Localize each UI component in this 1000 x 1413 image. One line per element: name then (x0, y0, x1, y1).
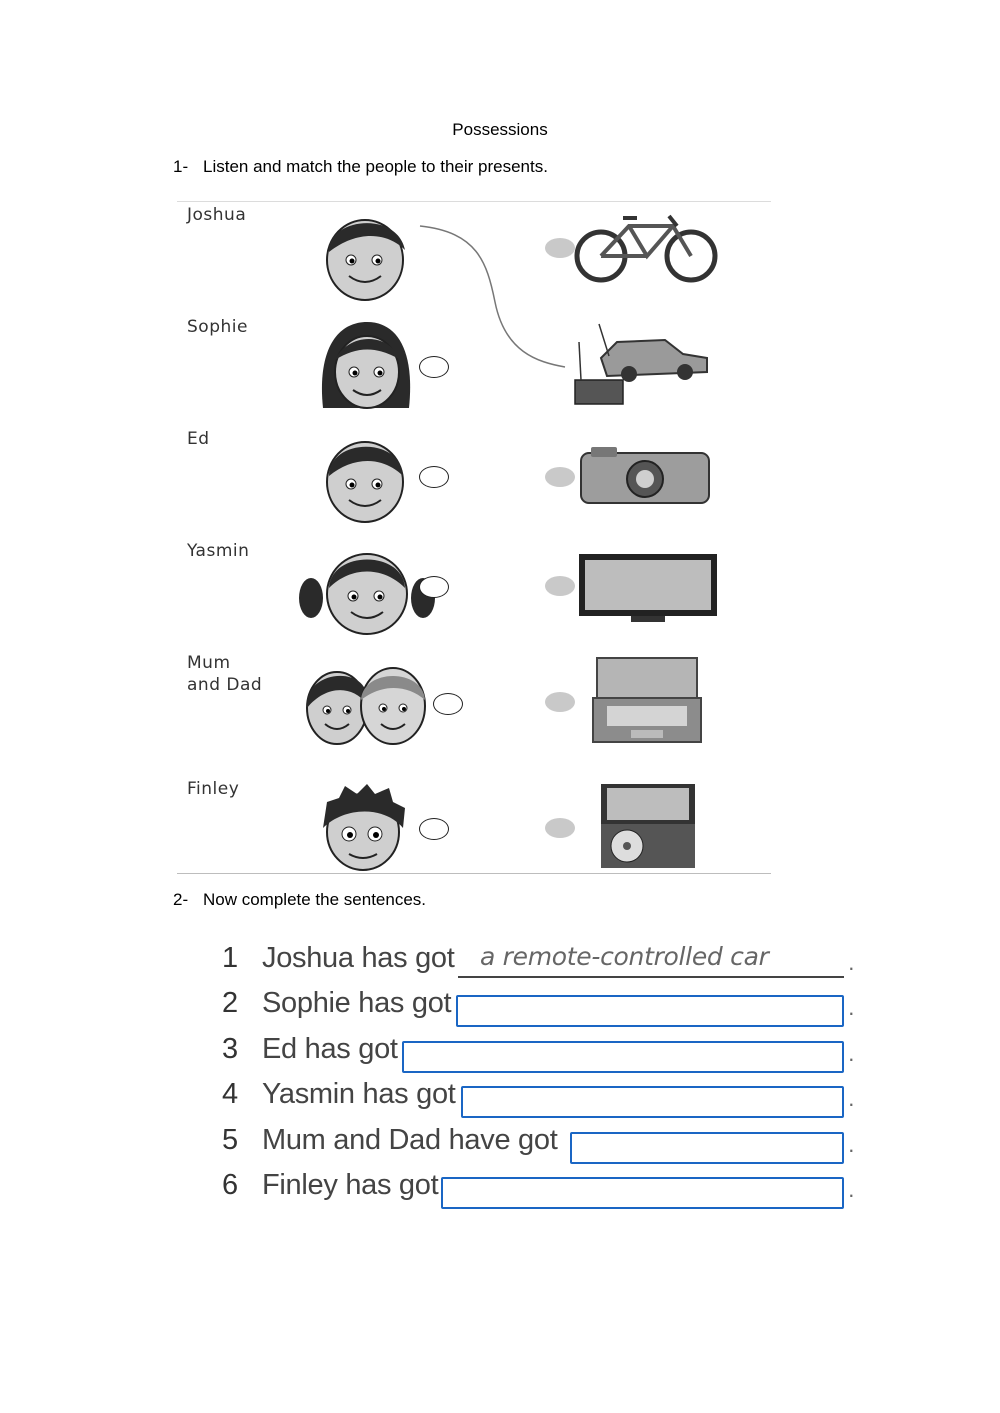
example-answer: a remote-controlled car (458, 942, 844, 978)
full-stop: . (848, 995, 854, 1021)
sentence-row-5 (222, 1124, 862, 1169)
answer-circle-finley[interactable] (419, 818, 449, 840)
answer-input-3[interactable] (402, 1041, 844, 1073)
present-dot-tv[interactable] (545, 576, 575, 596)
present-dot-laptop[interactable] (545, 692, 575, 712)
full-stop: . (848, 1040, 854, 1066)
sentence-text: Ed has got (262, 1032, 398, 1065)
sentence-number: 1 (222, 942, 238, 974)
person-name-ed: Ed (187, 429, 210, 449)
answer-input-2[interactable] (456, 995, 844, 1027)
sentence-number: 2 (222, 987, 238, 1020)
sentence-row-3 (222, 1033, 862, 1078)
person-name-finley: Finley (187, 779, 240, 799)
sentence-text: Finley has got (262, 1168, 439, 1201)
page-title: Possessions (452, 120, 548, 139)
sentence-row-6 (222, 1169, 862, 1214)
person-name-sophie: Sophie (187, 317, 248, 337)
answer-input-5[interactable] (570, 1132, 844, 1164)
sentence-text: Joshua has got (262, 942, 455, 974)
exercise-1-text: Listen and match the people to their presents. (203, 157, 548, 176)
exercise-1-instruction (173, 157, 548, 177)
sentence-text: Yasmin has got (262, 1078, 456, 1111)
match-line (177, 202, 771, 873)
full-stop: . (848, 950, 854, 975)
person-name-yasmin: Yasmin (187, 541, 250, 561)
exercise-2-text: Now complete the sentences. (203, 890, 427, 909)
boy-spiky-hair-face-icon (315, 782, 415, 874)
remote-controlled-car-icon (573, 320, 713, 410)
girl-pigtails-face-icon (297, 544, 437, 636)
sentence-list (222, 942, 862, 1214)
sentence-number: 5 (222, 1123, 238, 1156)
answer-circle-mum-and-dad[interactable] (433, 693, 463, 715)
sentence-number: 4 (222, 1078, 238, 1111)
sentence-row-2 (222, 987, 862, 1032)
boy-face-icon (317, 432, 417, 524)
girl-face-icon (317, 320, 417, 412)
couple-faces-icon (297, 664, 437, 750)
matching-exercise (177, 201, 771, 874)
present-dot-bike[interactable] (545, 238, 575, 258)
answer-circle-yasmin[interactable] (419, 576, 449, 598)
sentence-text: Mum and Dad have got (262, 1123, 558, 1156)
answer-input-6[interactable] (441, 1177, 844, 1209)
sentence-number: 6 (222, 1168, 238, 1201)
sentence-text: Sophie has got (262, 987, 452, 1020)
sentence-row-4 (222, 1078, 862, 1123)
camera-icon (577, 447, 713, 507)
answer-input-4[interactable] (461, 1086, 844, 1118)
full-stop: . (848, 1176, 854, 1202)
portable-dvd-player-icon (599, 782, 697, 870)
exercise-2-number: 2- (173, 890, 189, 909)
person-name-mum-and-dad: Mum and Dad (187, 653, 263, 695)
present-dot-camera[interactable] (545, 467, 575, 487)
present-dot-dvd-player[interactable] (545, 818, 575, 838)
person-name-joshua: Joshua (187, 205, 247, 225)
boy-face-icon (317, 210, 417, 302)
exercise-2-instruction (173, 890, 426, 910)
answer-circle-ed[interactable] (419, 466, 449, 488)
exercise-1-number: 1- (173, 157, 189, 176)
answer-circle-sophie[interactable] (419, 356, 449, 378)
sentence-number: 3 (222, 1032, 238, 1065)
sentence-row-1 (222, 942, 862, 987)
laptop-icon (591, 656, 703, 746)
flat-screen-tv-icon (577, 552, 719, 624)
full-stop: . (848, 1086, 854, 1112)
bike-icon (573, 212, 723, 284)
full-stop: . (848, 1131, 854, 1157)
